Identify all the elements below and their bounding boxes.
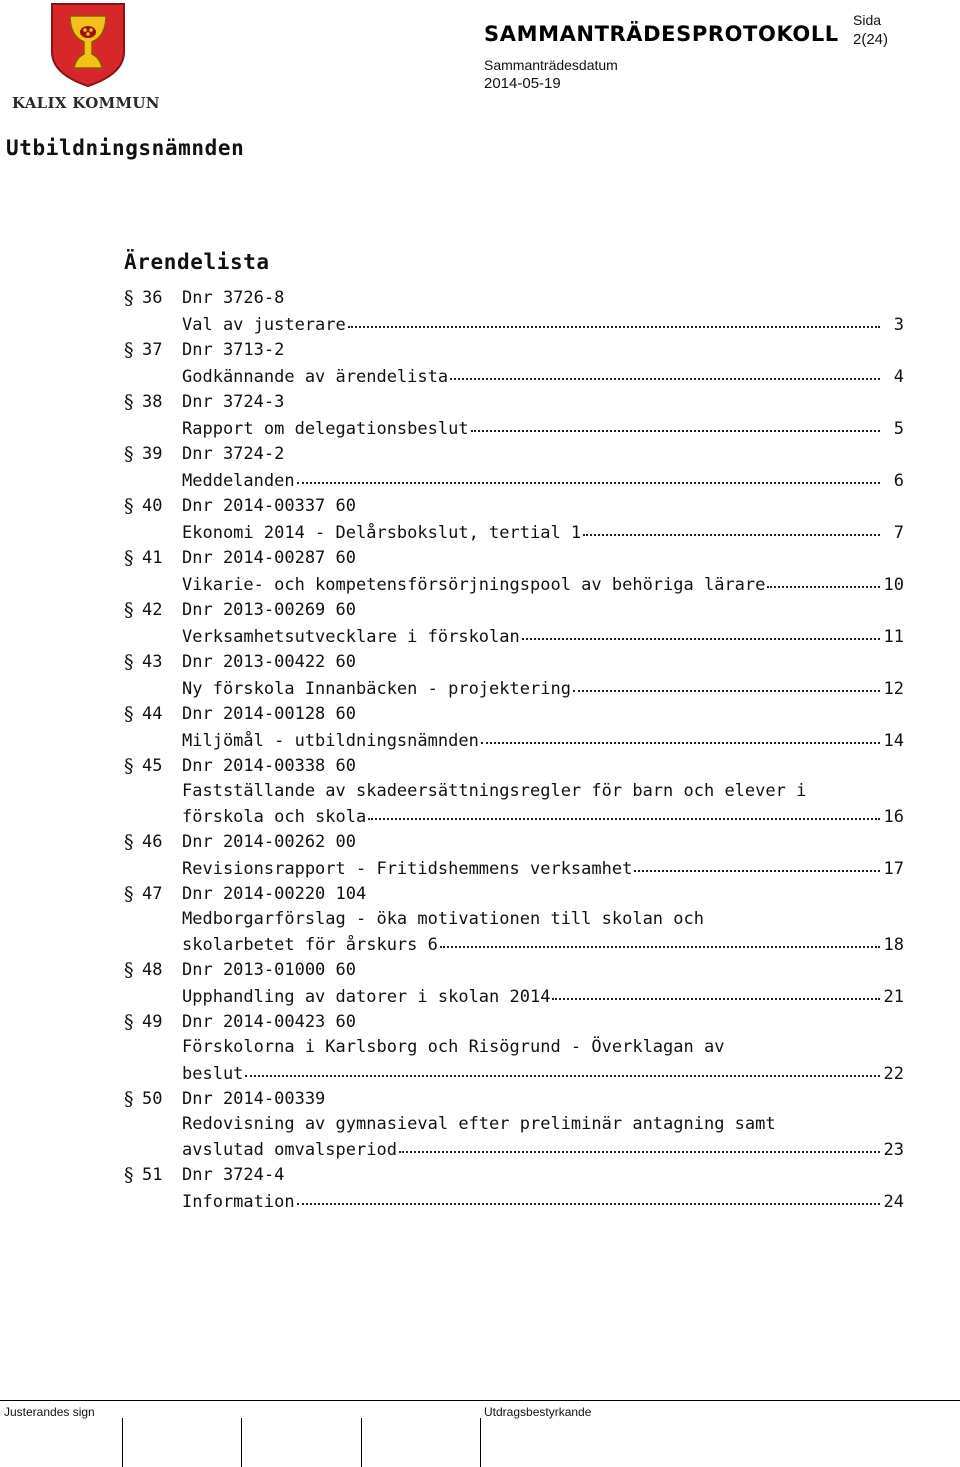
- section-symbol: §: [124, 959, 134, 982]
- dot-leader: [481, 725, 880, 744]
- item-title-line: Förskolorna i Karlsborg och Risögrund - Överklagan av: [182, 1037, 725, 1058]
- document-title: SAMMANTRÄDESPROTOKOLL: [484, 22, 839, 46]
- diary-number: Dnr 3724-4: [182, 1164, 285, 1185]
- item-title-last-line: [182, 855, 904, 879]
- dot-leader: [297, 1186, 880, 1205]
- dot-leader: [573, 673, 880, 692]
- page-reference: 10: [883, 575, 904, 595]
- section-symbol: §: [124, 391, 134, 413]
- item-number: 36: [142, 288, 163, 308]
- item-title-text: Vikarie- och kompetensförsörjningspool av behöriga lärare: [182, 575, 766, 595]
- section-symbol: §: [124, 443, 134, 465]
- diary-number: Dnr 2014-00423 60: [182, 1012, 356, 1033]
- section-symbol: §: [124, 755, 134, 777]
- page-reference: 23: [883, 1139, 904, 1160]
- dot-leader: [348, 309, 880, 328]
- item-title-line: Redovisning av gymnasieval efter preliminär antagning samt: [182, 1113, 776, 1134]
- item-number: 38: [142, 392, 163, 412]
- section-symbol: §: [124, 883, 134, 906]
- section-symbol: §: [124, 831, 134, 854]
- item-title-last-line: [182, 931, 904, 955]
- diary-number: Dnr 2014-00339: [182, 1088, 326, 1109]
- section-symbol: §: [124, 547, 134, 569]
- dot-leader: [552, 981, 880, 1000]
- page-reference: 21: [883, 987, 904, 1008]
- dot-leader: [399, 1134, 880, 1153]
- item-title-last-line: [182, 467, 904, 491]
- page-reference: 18: [883, 935, 904, 956]
- dot-leader: [583, 517, 880, 536]
- item-title-last-line: [182, 363, 904, 387]
- signature-footer: [0, 1400, 960, 1467]
- page-reference: 12: [883, 679, 904, 699]
- dot-leader: [634, 853, 880, 872]
- item-title-text: förskola och skola: [182, 807, 367, 828]
- page-reference: 4: [893, 367, 904, 387]
- item-title-last-line: [182, 571, 904, 595]
- section-symbol: §: [124, 1011, 134, 1034]
- item-number: 41: [142, 548, 163, 568]
- dot-leader: [368, 801, 880, 820]
- section-symbol: §: [124, 651, 134, 673]
- item-title-last-line: [182, 1188, 904, 1212]
- dot-leader: [440, 929, 880, 948]
- diary-number: Dnr 2014-00128 60: [182, 704, 356, 724]
- page-reference: 14: [883, 731, 904, 751]
- dot-leader: [297, 465, 880, 484]
- item-title-last-line: [182, 623, 904, 647]
- page-reference: 16: [883, 807, 904, 828]
- page-reference: 5: [893, 419, 904, 439]
- dot-leader: [450, 361, 880, 380]
- page-label: Sida: [853, 12, 882, 28]
- diary-number: Dnr 3724-2: [182, 444, 285, 464]
- dot-leader: [522, 621, 880, 640]
- item-number: 45: [142, 756, 163, 776]
- page-reference: 7: [893, 523, 904, 543]
- item-number: 44: [142, 704, 163, 724]
- item-title-text: Verksamhetsutvecklare i förskolan: [182, 627, 520, 647]
- diary-number: Dnr 2013-00422 60: [182, 652, 356, 672]
- signature-divider: [480, 1418, 481, 1467]
- item-title-text: Information: [182, 1191, 295, 1212]
- dot-leader: [767, 569, 880, 588]
- utdragsbestyrkande-label: Utdragsbestyrkande: [484, 1405, 592, 1419]
- item-title-line: Fastställande av skadeersättningsregler för barn och elever i: [182, 781, 807, 801]
- coat-of-arms-icon: [48, 2, 128, 88]
- item-title-last-line: [182, 415, 904, 439]
- item-title-last-line: [182, 311, 904, 335]
- section-symbol: §: [124, 1087, 134, 1110]
- signature-divider: [122, 1418, 123, 1467]
- item-number: 37: [142, 340, 163, 360]
- item-title: [182, 779, 807, 803]
- meeting-date: 2014-05-19: [484, 75, 561, 92]
- section-symbol: §: [124, 339, 134, 361]
- item-number: 50: [142, 1088, 163, 1109]
- item-number: 47: [142, 884, 163, 905]
- item-number: 51: [142, 1164, 163, 1185]
- page-reference: 22: [883, 1063, 904, 1084]
- item-number: 40: [142, 496, 163, 516]
- dot-leader: [245, 1058, 880, 1077]
- page-reference: 24: [883, 1191, 904, 1212]
- item-title-last-line: [182, 1060, 904, 1084]
- section-symbol: §: [124, 599, 134, 621]
- item-title-last-line: [182, 983, 904, 1007]
- municipality-name: KALIX KOMMUN: [12, 94, 160, 112]
- item-title-text: Miljömål - utbildningsnämnden: [182, 731, 479, 751]
- diary-number: Dnr 3724-3: [182, 392, 285, 412]
- item-title-last-line: [182, 727, 904, 751]
- item-number: 49: [142, 1012, 163, 1033]
- kalix-kommun-logo: [8, 2, 168, 112]
- diary-number: Dnr 3726-8: [182, 288, 285, 308]
- section-symbol: §: [124, 1163, 134, 1186]
- page-reference: 11: [883, 627, 904, 647]
- item-title-text: skolarbetet för årskurs 6: [182, 935, 438, 956]
- item-title-last-line: [182, 675, 904, 699]
- item-number: 42: [142, 600, 163, 620]
- page-number: 2(24): [853, 31, 889, 48]
- page-reference: 17: [883, 859, 904, 880]
- item-title-last-line: [182, 803, 904, 827]
- signature-divider: [361, 1418, 362, 1467]
- item-title: [182, 907, 802, 931]
- diary-number: Dnr 2014-00220 104: [182, 884, 367, 905]
- diary-number: Dnr 2014-00337 60: [182, 496, 356, 516]
- item-number: 46: [142, 832, 163, 853]
- item-title-text: Val av justerare: [182, 315, 346, 335]
- diary-number: Dnr 2013-01000 60: [182, 960, 356, 981]
- diary-number: Dnr 2014-00287 60: [182, 548, 356, 568]
- item-title-text: Ny förskola Innanbäcken - projektering: [182, 679, 571, 699]
- item-title-last-line: [182, 1136, 904, 1160]
- agenda-heading: Ärendelista: [124, 250, 270, 274]
- item-title: [182, 1035, 802, 1059]
- signature-divider: [241, 1418, 242, 1467]
- diary-number: Dnr 2014-00262 00: [182, 832, 356, 853]
- committee-name: Utbildningsnämnden: [6, 136, 245, 160]
- meeting-date-label: Sammanträdesdatum: [484, 57, 618, 73]
- item-title-text: Ekonomi 2014 - Delårsbokslut, tertial 1: [182, 523, 582, 543]
- item-title-text: Upphandling av datorer i skolan 2014: [182, 987, 551, 1008]
- section-symbol: §: [124, 287, 134, 309]
- justerandes-sign-label: Justerandes sign: [4, 1405, 95, 1419]
- item-title-text: Godkännande av ärendelista: [182, 367, 449, 387]
- item-title-text: Meddelanden: [182, 471, 295, 491]
- section-symbol: §: [124, 703, 134, 725]
- page-reference: 6: [893, 471, 904, 491]
- item-number: 39: [142, 444, 163, 464]
- page-reference: 3: [893, 315, 904, 335]
- diary-number: Dnr 2013-00269 60: [182, 600, 356, 620]
- item-title-text: Revisionsrapport - Fritidshemmens verksamhet: [182, 859, 633, 880]
- item-title-text: beslut: [182, 1063, 244, 1084]
- item-number: 48: [142, 960, 163, 981]
- item-title-text: Rapport om delegationsbeslut: [182, 419, 469, 439]
- item-title: [182, 1112, 802, 1136]
- diary-number: Dnr 3713-2: [182, 340, 285, 360]
- item-title-text: avslutad omvalsperiod: [182, 1139, 397, 1160]
- diary-number: Dnr 2014-00338 60: [182, 756, 356, 776]
- section-symbol: §: [124, 495, 134, 517]
- item-number: 43: [142, 652, 163, 672]
- dot-leader: [471, 413, 880, 432]
- item-title-last-line: [182, 519, 904, 543]
- item-title-line: Medborgarförslag - öka motivationen till skolan och: [182, 909, 704, 930]
